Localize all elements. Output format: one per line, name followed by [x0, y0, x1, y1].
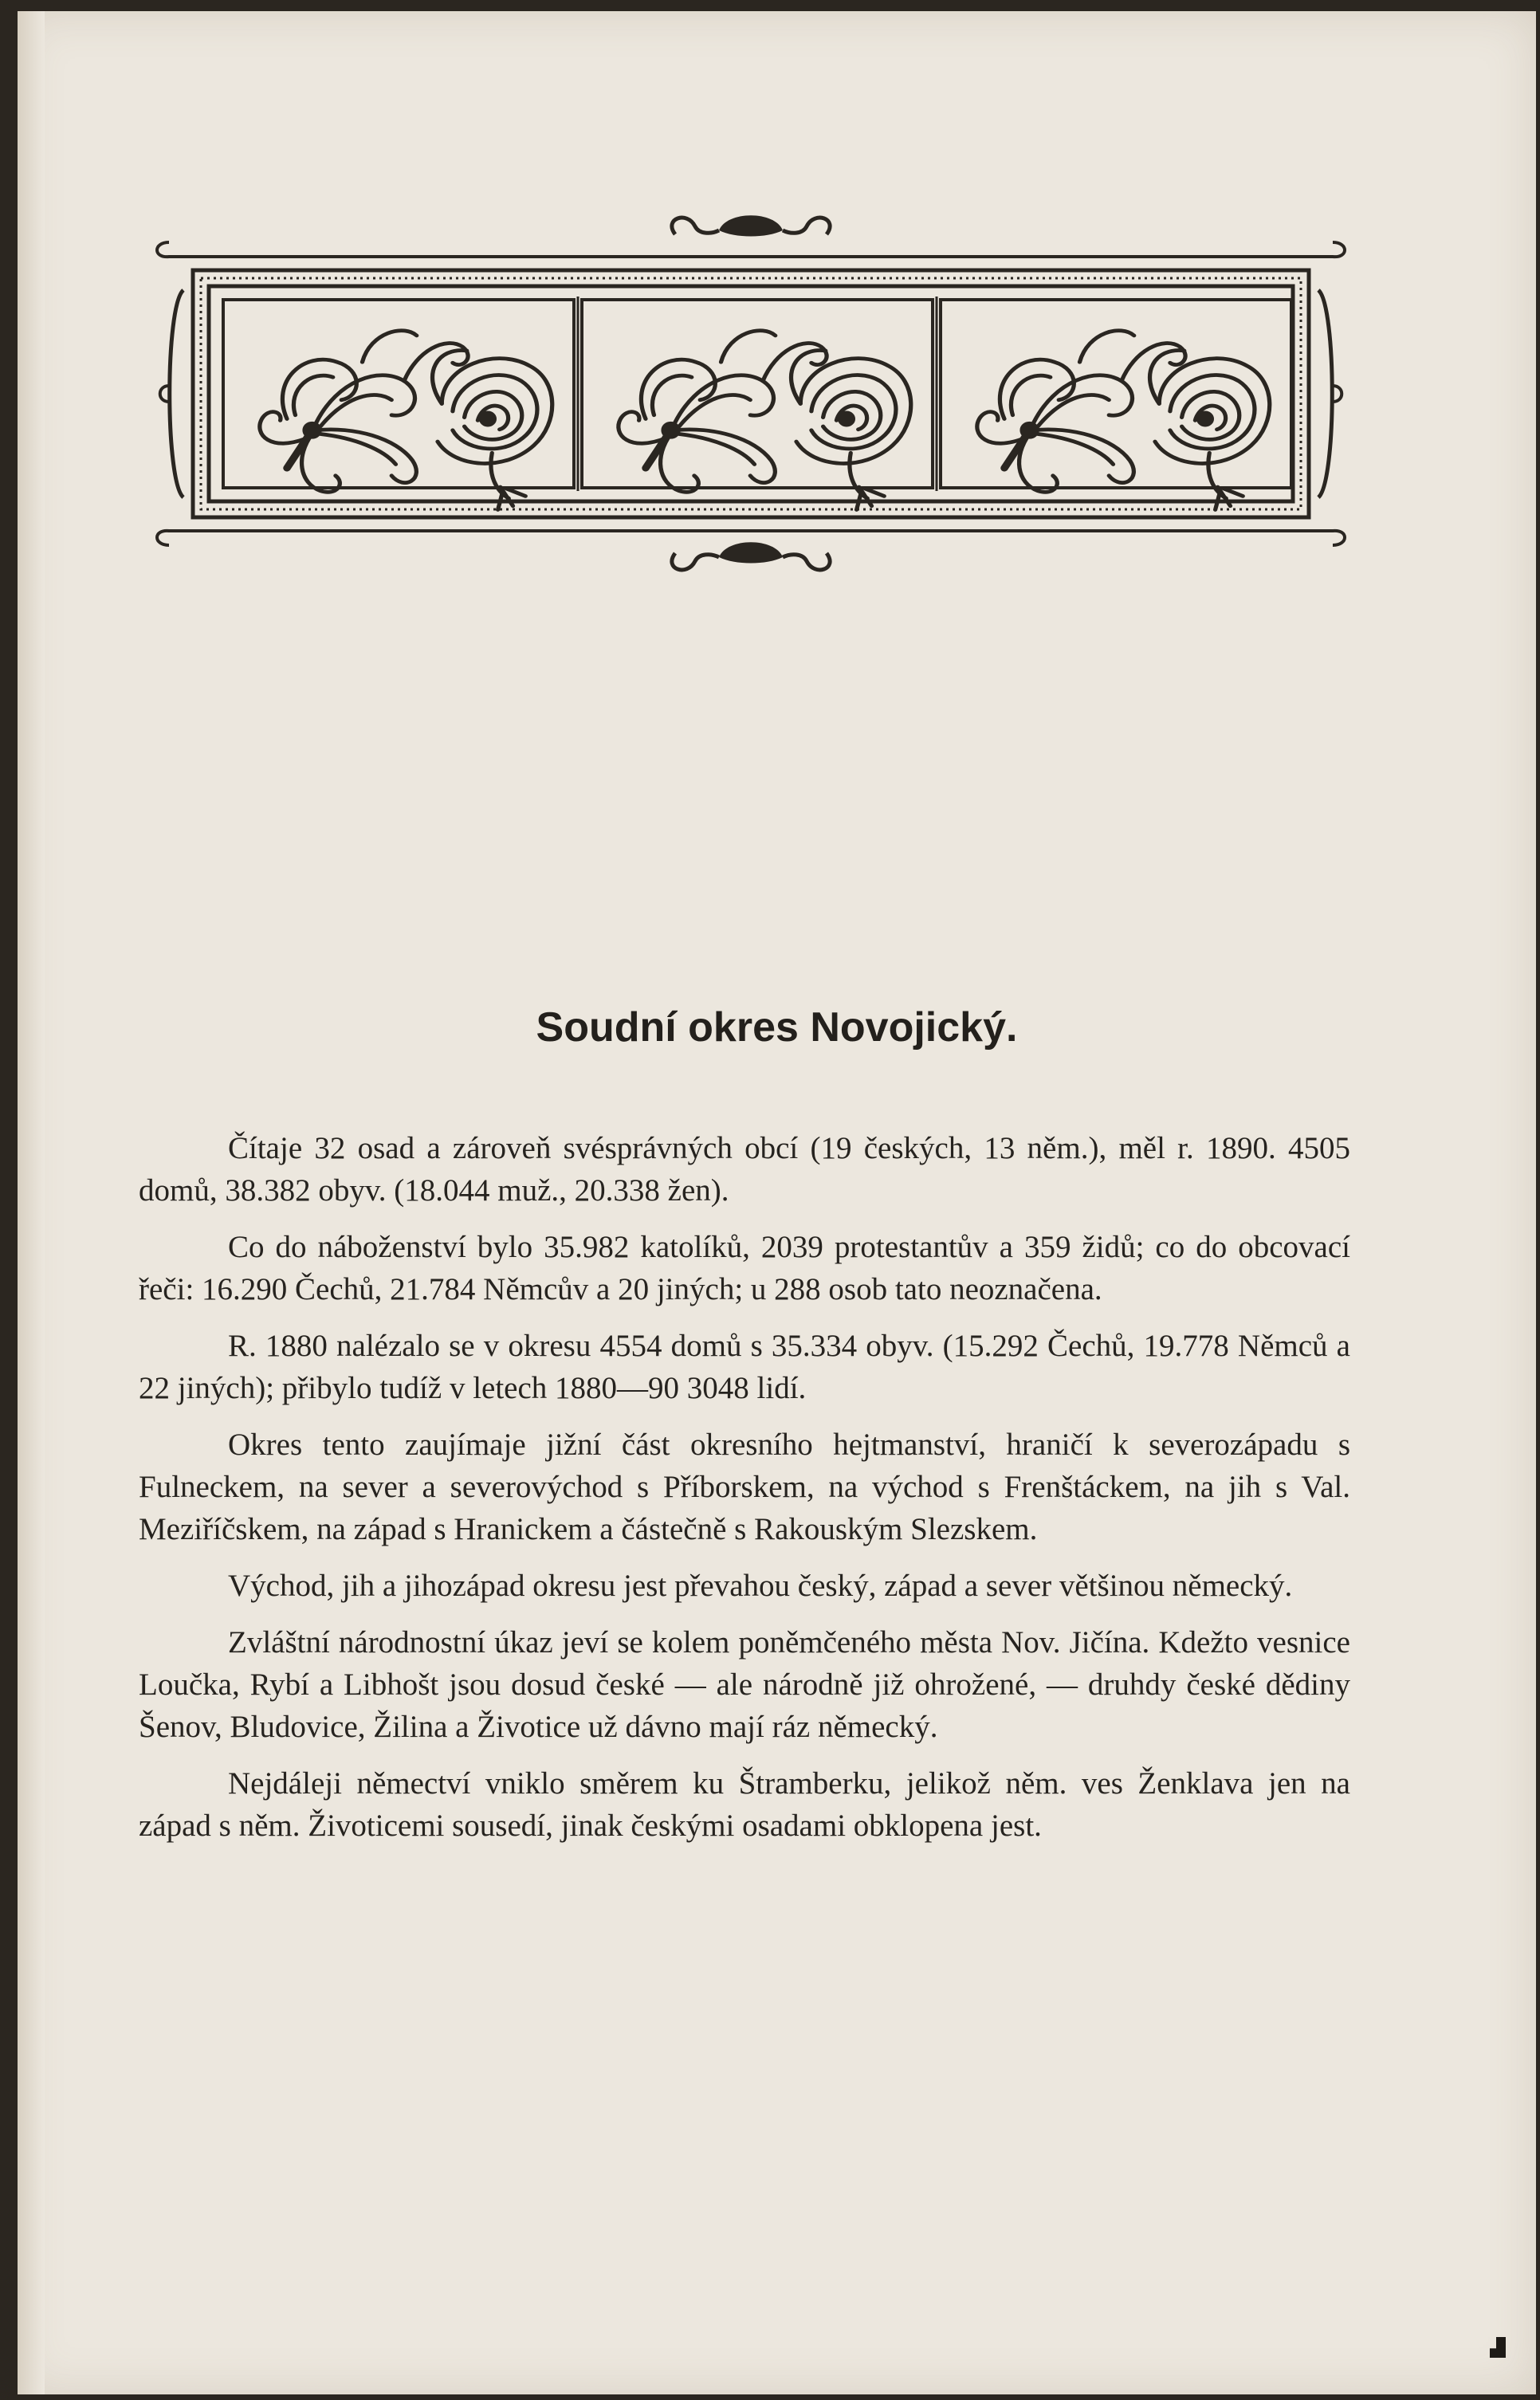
paragraph: Nejdáleji němectví vniklo směrem ku Štramberku, jelikož něm. ves Ženklava jen na západ s něm. Životicemi sousedí, jinak českými osadami obklopena jest.: [139, 1766, 1350, 1843]
body-text: [139, 1127, 1350, 1861]
district-heading: Soudní okres Novojický.: [536, 1004, 1018, 1051]
paragraph: Co do náboženství bylo 35.982 katolíků, 2039 protestantův a 359 židů; co do obcovací řeči: 16.290 Čechů, 21.784 Němcův a 20 jiných; u 288 osob tato neoznačena.: [139, 1230, 1350, 1306]
paragraph: Zvláštní národnostní úkaz jeví se kolem poněmčeného města Nov. Jičína. Kdežto vesnice Loučka, Rybí a Libhošt jsou dosud české — ale národně již ohrožené, — druhdy české dědiny Šenov, Bludovice, Žilina a Životice už dávno mají ráz německý.: [139, 1625, 1350, 1744]
paragraph: Východ, jih a jihozápad okresu jest převahou český, západ a sever většinou německý.: [228, 1569, 1293, 1603]
floral-ornament-header: [137, 202, 1365, 577]
book-page: [18, 11, 1536, 2394]
paragraph: Okres tento zaujímaje jižní část okresního hejtmanství, hraničí k severozápadu s Fulneckem, na sever a severovýchod s Příborskem, na východ s Frenštáckem, na jih s Val. Meziříčskem, na západ s Hranickem a částečně s Rakouským Slezskem.: [139, 1428, 1350, 1546]
paragraph: R. 1880 nalézalo se v okresu 4554 domů s 35.334 obyv. (15.292 Čechů, 19.778 Němců a 22 jiných); přibylo tudíž v letech 1880—90 3048 lidí.: [139, 1329, 1350, 1405]
corner-mark-icon: [1490, 2337, 1506, 2358]
paragraph: Čítaje 32 osad a zároveň svésprávných obcí (19 českých, 13 něm.), měl r. 1890. 4505 domů, 38.382 obyv. (18.044 muž., 20.338 žen).: [139, 1131, 1350, 1208]
page-spine-shadow: [18, 11, 45, 2394]
